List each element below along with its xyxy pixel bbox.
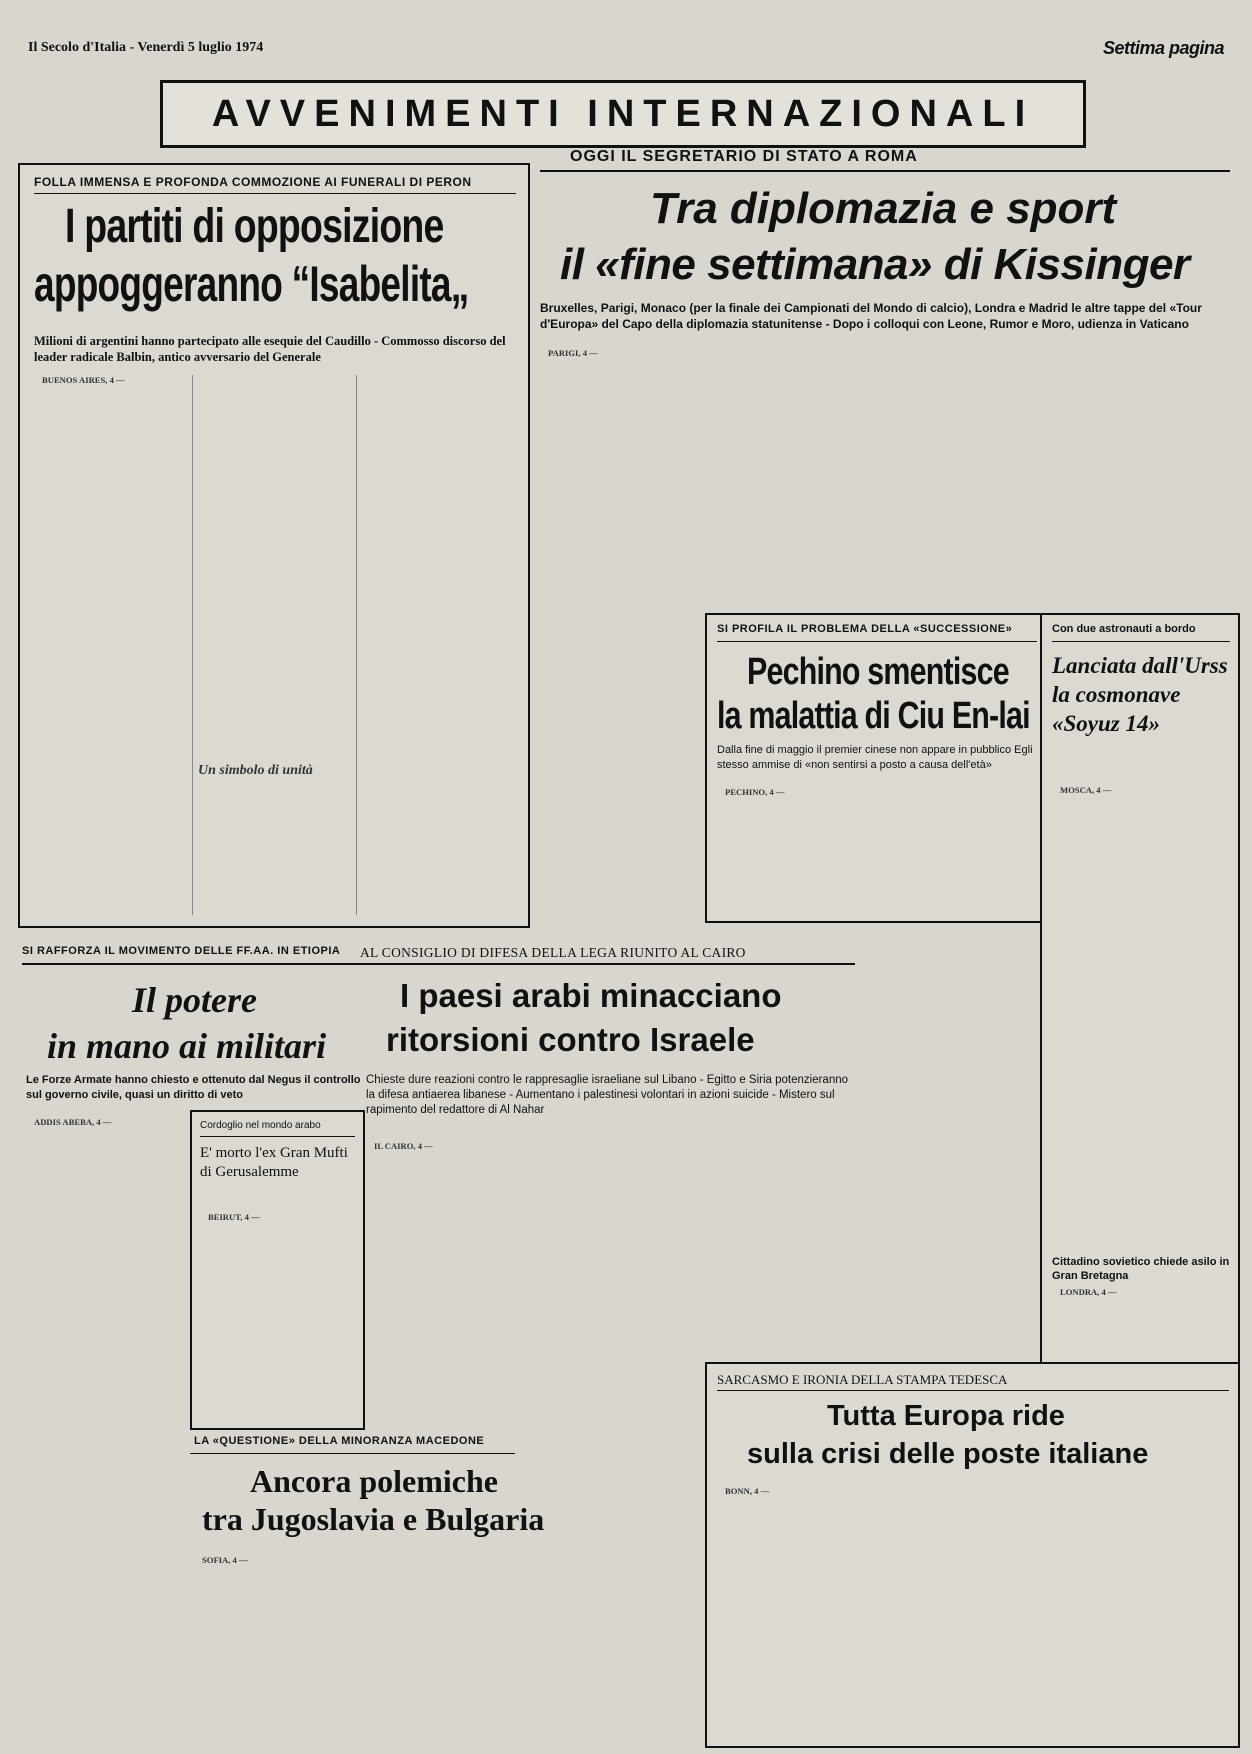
article-etiopia-dateline: ADDIS ABEBA, 4 — [34, 1117, 112, 1127]
article-gran-mufti-dateline: BEIRUT, 4 — [208, 1212, 260, 1222]
article-etiopia-body [26, 1117, 186, 1727]
article-gran-mufti-headline: E' morto l'ex Gran Mufti di Gerusalemme [200, 1145, 348, 1180]
article-kissinger-headline-1: Tra diplomazia e sport [650, 184, 1117, 233]
article-kissinger-dek: Bruxelles, Parigi, Monaco (per la finale dei Campionati del Mondo di calcio), Londra e Madrid le altre tappe del «Tour d'Europa» del Capo della diplomazia statunitense - Dopo i colloqui con Leone, Rumor e Moro, udienza in Vaticano [540, 301, 1202, 331]
article-arabi-dek: Chieste dure reazioni contro le rappresaglie israeliane sul Libano - Egitto e Siria potenzieranno la difesa antiaerea libanese - Aumentano i palestinesi volontari in azioni suicide - Mistero sul rapimento del redattore di Al Nahar [366, 1074, 849, 1116]
article-peron-body-col-2 [198, 375, 348, 915]
article-poste-body-col-1 [717, 1486, 877, 1736]
article-kissinger [540, 148, 1240, 598]
article-pechino [705, 613, 1050, 923]
article-pechino-kicker: SI PROFILA IL PROBLEMA DELLA «SUCCESSIONE» [717, 623, 1013, 635]
article-kissinger-body-col-2 [678, 348, 808, 598]
article-arabi-headline-2: ritorsioni contro Israele [386, 1021, 755, 1058]
running-head-left: Il Secolo d'Italia - Venerdì 5 luglio 1974 [28, 40, 264, 55]
running-head-right: Settima pagina [1102, 38, 1224, 58]
article-kissinger-dateline: PARIGI, 4 — [548, 348, 598, 358]
article-peron [18, 163, 530, 928]
article-gran-mufti-kicker: Cordoglio nel mondo arabo [200, 1120, 321, 1131]
article-poste-headline-1: Tutta Europa ride [827, 1400, 1065, 1432]
article-soyuz-dateline-2: LONDRA, 4 — [1060, 1287, 1117, 1297]
article-soyuz-kicker: Con due astronauti a bordo [1052, 623, 1196, 635]
article-pechino-headline-2: la malattia di Ciu En-lai [717, 695, 1030, 737]
article-etiopia-kicker: SI RAFFORZA IL MOVIMENTO DELLE FF.AA. IN ETIOPIA [22, 945, 341, 957]
article-arabi-body-col-1 [366, 1141, 518, 1411]
article-pechino-dek: Dalla fine di maggio il premier cinese non appare in pubblico Egli stesso ammise di «non sentirsi a posto a causa dell'età» [717, 744, 1033, 771]
article-peron-headline-2: appoggeranno “Isabelita„ [34, 256, 469, 312]
article-kissinger-kicker: OGGI IL SEGRETARIO DI STATO A ROMA [570, 148, 918, 165]
section-banner [160, 80, 1086, 148]
article-poste-dateline: BONN, 4 — [725, 1486, 770, 1496]
article-kissinger-headline-2: il «fine settimana» di Kissinger [560, 240, 1190, 289]
article-macedone-dateline: SOFIA, 4 — [202, 1555, 248, 1565]
article-poste-kicker: SARCASMO E IRONIA DELLA STAMPA TEDESCA [717, 1372, 1008, 1387]
article-peron-subhead: Un simbolo di unità [198, 763, 313, 778]
article-arabi-body-col-2 [526, 1141, 678, 1411]
article-peron-kicker: FOLLA IMMENSA E PROFONDA COMMOZIONE AI FUNERALI DI PERON [34, 175, 472, 189]
article-soyuz-dateline: MOSCA, 4 — [1060, 785, 1112, 795]
article-soyuz [1040, 613, 1240, 1373]
article-pechino-headline-1: Pechino smentisce [747, 651, 1009, 693]
article-soyuz-body-2 [1052, 1287, 1232, 1367]
article-poste-body-col-2 [893, 1486, 1053, 1736]
article-pechino-dateline: PECHINO, 4 — [725, 787, 785, 797]
article-soyuz-subhead: Cittadino sovietico chiede asilo in Gran Bretagna [1052, 1256, 1230, 1282]
article-etiopia-headline-2: in mano ai militari [47, 1026, 327, 1066]
article-etiopia-dek: Le Forze Armate hanno chiesto e ottenuto dal Negus il controllo sul governo civile, quasi un diritto di veto [26, 1074, 361, 1101]
article-macedone [190, 1435, 545, 1735]
article-macedone-headline-2: tra Jugoslavia e Bulgaria [202, 1501, 545, 1537]
article-pechino-body-col-2 [879, 787, 1037, 915]
article-peron-headline-1: I partiti di opposizione [65, 200, 444, 253]
article-macedone-headline-1: Ancora polemiche [250, 1463, 498, 1499]
article-gran-mufti [190, 1110, 365, 1430]
article-peron-dek: Milioni di argentini hanno partecipato alle esequie del Caudillo - Commosso discorso del leader radicale Balbin, antico avversario del Generale [34, 334, 506, 364]
article-etiopia-headline-1: Il potere [132, 980, 257, 1020]
article-pechino-body-col-1 [717, 787, 872, 915]
article-arabi-headline-1: I paesi arabi minacciano [400, 977, 782, 1014]
article-macedone-kicker: LA «QUESTIONE» DELLA MINORANZA MACEDONE [194, 1435, 485, 1447]
article-poste-body-col-3 [1069, 1486, 1229, 1736]
article-gran-mufti-body [200, 1212, 355, 1422]
section-banner-title: AVVENIMENTI INTERNAZIONALI [211, 92, 1035, 135]
article-peron-body-col-3 [362, 375, 516, 915]
article-kissinger-body-col-3 [816, 348, 946, 598]
article-arabi-dateline: IL CAIRO, 4 — [374, 1141, 433, 1151]
article-poste-headline-2: sulla crisi delle poste italiane [747, 1438, 1149, 1470]
article-peron-dateline: BUENOS AIRES, 4 — [42, 375, 125, 385]
article-kissinger-body-col-5 [1092, 348, 1230, 598]
article-soyuz-headline: Lanciata dall'Urss la cosmonave «Soyuz 14» [1052, 653, 1228, 736]
article-kissinger-body-col-1 [540, 348, 670, 598]
article-peron-body-col-1 [34, 375, 186, 915]
article-macedone-body [194, 1555, 349, 1725]
article-arabi [360, 945, 860, 1425]
article-poste [705, 1362, 1240, 1748]
article-soyuz-body [1052, 785, 1232, 1245]
article-kissinger-body-col-4 [954, 348, 1084, 598]
article-arabi-kicker: AL CONSIGLIO DI DIFESA DELLA LEGA RIUNITO AL CAIRO [360, 945, 746, 960]
